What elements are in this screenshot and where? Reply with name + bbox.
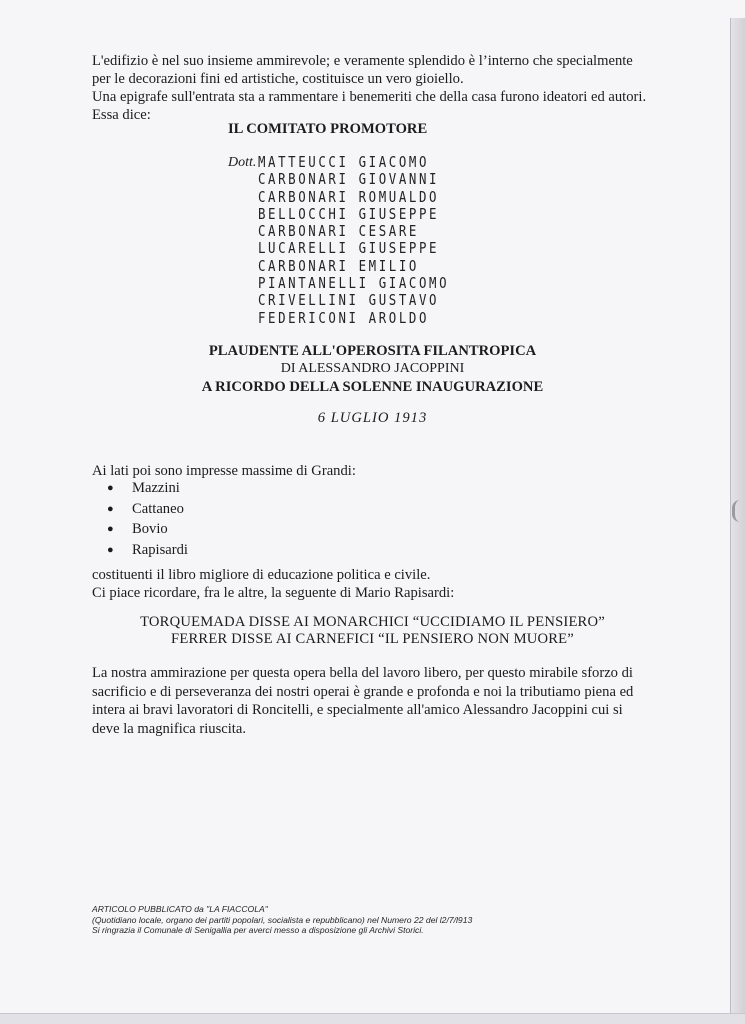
committee-title: IL COMITATO PROMOTORE: [228, 121, 428, 137]
committee-member: FEDERICONI AROLDO: [258, 308, 430, 327]
committee-member: CARBONARI ROMUALDO: [258, 187, 440, 206]
committee-member: LUCARELLI GIUSEPPE: [258, 238, 440, 257]
footer-line: (Quotidiano locale, organo dei partiti popolari, socialista e repubblicano) nel Numero 22 del l2/7/l913: [92, 914, 473, 925]
list-item-label: Cattaneo: [132, 500, 184, 517]
footer-note: [92, 904, 472, 936]
final-line: La nostra ammirazione per questa opera bella del lavoro libero, per questo mirabile sforzo di: [92, 665, 633, 681]
dedication-line-3: A RICORDO DELLA SOLENNE INAUGURAZIONE: [201, 379, 544, 395]
intro-paragraph: [92, 52, 692, 124]
committee-member: CARBONARI CESARE: [258, 221, 419, 240]
grandi-list: [107, 478, 188, 560]
intro-line: Una epigrafe sull'entrata sta a rammentare i benemeriti che della casa furono ideatori ed autori.: [92, 89, 647, 105]
bullet-icon: ●: [107, 482, 114, 494]
final-line: deve la magnifica riuscita.: [92, 720, 246, 737]
committee-prefix: Dott.: [228, 155, 257, 170]
final-paragraph: [92, 664, 633, 738]
list-item: [107, 519, 188, 540]
scan-edge-bottom: [0, 1013, 745, 1024]
dedication-line-2: DI ALESSANDRO JACOPPINI: [280, 361, 465, 376]
dedication-date: 6 LUGLIO 1913: [317, 410, 428, 426]
list-item-label: Rapisardi: [132, 541, 188, 558]
intro-line: Essa dice:: [92, 107, 151, 123]
closing-line-2: Ci piace ricordare, fra le altre, la seguente di Mario Rapisardi:: [92, 585, 455, 601]
committee-member: CARBONARI GIOVANNI: [258, 169, 440, 188]
list-item: [107, 499, 188, 520]
committee-member: CARBONARI EMILIO: [258, 256, 419, 275]
committee-member: MATTEUCCI GIACOMO: [258, 152, 430, 171]
intro-line: L'edifizio è nel suo insieme ammirevole; e veramente splendido è l’interno che specialmente: [92, 53, 633, 69]
footer-line: ARTICOLO PUBBLICATO da "LA FIACCOLA": [92, 904, 268, 914]
list-item: [107, 540, 188, 561]
grandi-intro: Ai lati poi sono impresse massime di Grandi:: [92, 463, 356, 479]
bullet-icon: ●: [107, 543, 114, 556]
quote-line-1: TORQUEMADA DISSE AI MONARCHICI “UCCIDIAMO IL PENSIERO”: [140, 614, 605, 630]
closing-line-1: costituenti il libro migliore di educazione politica e civile.: [92, 567, 431, 583]
committee-member: CRIVELLINI GUSTAVO: [258, 290, 440, 309]
list-item: [107, 478, 188, 499]
bullet-icon: ●: [107, 523, 114, 535]
scan-mark: [732, 500, 741, 522]
committee-members-list: [258, 153, 449, 326]
dedication-line-1: PLAUDENTE ALL'OPEROSITA FILANTROPICA: [208, 343, 537, 359]
list-item-label: Bovio: [132, 521, 168, 537]
footer-line: Si ringrazia il Comunale di Senigallia per averci messo a disposizione gli Archivi Storici.: [92, 925, 424, 935]
intro-line: per le decorazioni fini ed artistiche, costituisce un vero gioiello.: [92, 71, 464, 87]
quote-line-2: FERRER DISSE AI CARNEFICI “IL PENSIERO NON MUORE”: [171, 631, 574, 647]
final-line: sacrificio e di perseveranza dei nostri operai è grande e profonda e noi la tributiamo piena ed: [92, 683, 634, 700]
bullet-icon: ●: [107, 502, 114, 515]
final-line: intera ai bravi lavoratori di Roncitelli, e specialmente all'amico Alessandro Jacoppini cui si: [92, 702, 623, 718]
committee-member: PIANTANELLI GIACOMO: [258, 273, 450, 292]
committee-member: BELLOCCHI GIUSEPPE: [258, 204, 440, 223]
list-item-label: Mazzini: [132, 480, 180, 496]
